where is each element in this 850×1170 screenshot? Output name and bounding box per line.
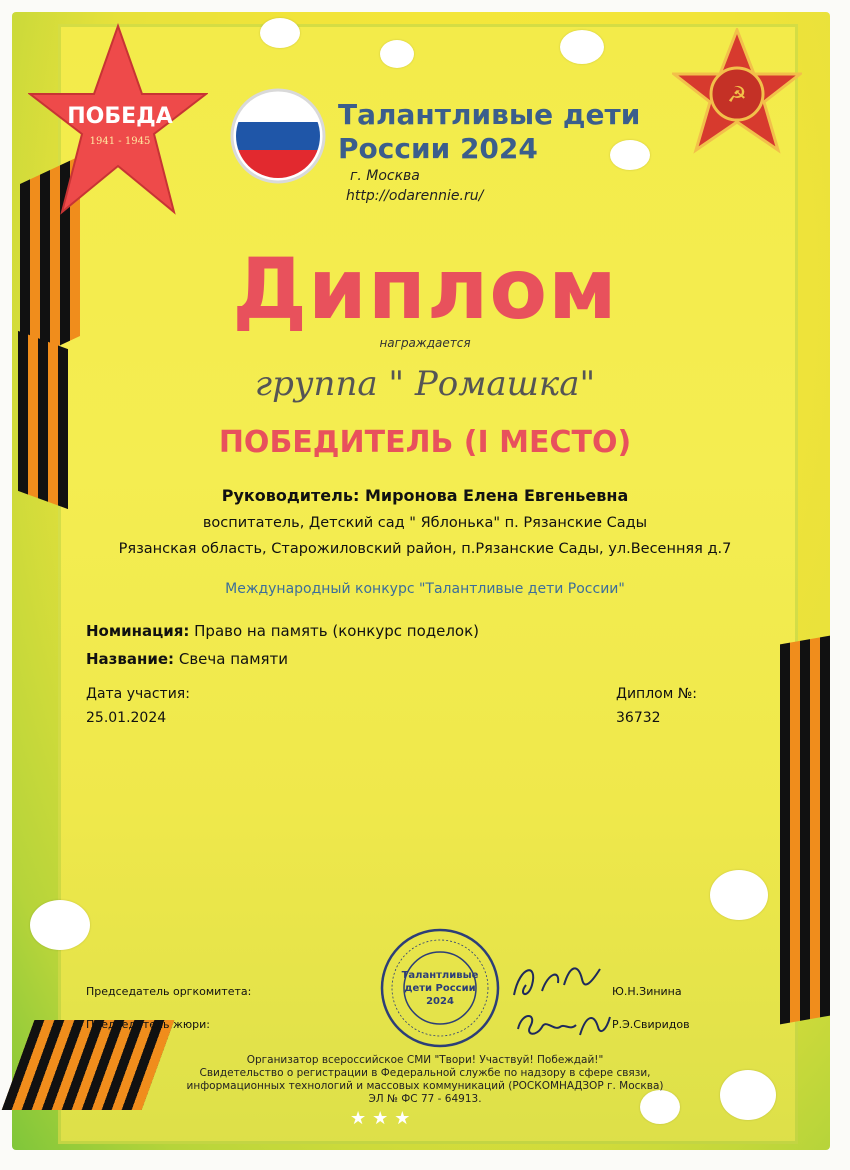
jury-chair-label: Председатель жюри: xyxy=(86,1018,210,1031)
leader-address: Рязанская область, Старожиловский район, п.Рязанские Сады, ул.Весенняя д.7 xyxy=(118,541,732,557)
org-chair-label: Председатель оргкомитета: xyxy=(86,985,252,998)
st-george-ribbon-left-mid xyxy=(18,331,68,509)
work-name-label: Название: xyxy=(86,650,175,668)
signature-jury-chair xyxy=(514,1005,614,1045)
blossom-decoration xyxy=(610,140,650,170)
awarded-label: награждается xyxy=(379,336,471,350)
decorative-stars: ★★★ xyxy=(350,1108,417,1129)
footer-line3: информационных технологий и массовых коммуникаций (РОСКОМНАДЗОР г. Москва) xyxy=(186,1080,664,1092)
order-star-icon xyxy=(672,28,802,158)
leader-position: воспитатель, Детский сад " Яблонька" п. Рязанские Сады xyxy=(202,515,648,531)
leader-name: Миронова Елена Евгеньевна xyxy=(364,486,629,505)
recipient-name: группа " Ромашка" xyxy=(254,364,596,404)
leader-line xyxy=(0,486,850,505)
blossom-decoration xyxy=(260,18,300,48)
blossom-decoration xyxy=(560,30,604,64)
contest-name: Международный конкурс "Талантливые дети России" xyxy=(225,581,625,597)
diploma-number-value: 36732 xyxy=(616,710,661,726)
org-title-line2: России 2024 xyxy=(338,132,538,165)
signature-org-chair xyxy=(508,955,608,1005)
footer-line1: Организатор всероссийское СМИ "Твори! Участвуй! Побеждай!" xyxy=(246,1054,604,1066)
victory-word: ПОБЕДА xyxy=(67,104,173,129)
place-title: ПОБЕДИТЕЛЬ (I МЕСТО) xyxy=(218,425,632,460)
nomination-line xyxy=(86,622,479,640)
leader-label: Руководитель: xyxy=(221,486,360,505)
stamp-line3: 2024 xyxy=(426,996,454,1007)
footer-line2: Свидетельство о регистрации в Федеральной службе по надзору в сфере связи, xyxy=(199,1067,651,1079)
russia-flag-icon xyxy=(230,88,326,184)
work-name-value: Свеча памяти xyxy=(178,650,289,668)
blossom-decoration xyxy=(30,900,90,950)
diploma-title: Диплом xyxy=(232,240,618,338)
blossom-decoration xyxy=(380,40,414,68)
blossom-decoration xyxy=(710,870,768,920)
org-city: г. Москва xyxy=(350,168,420,184)
org-chair-name: Ю.Н.Зинина xyxy=(612,985,682,998)
st-george-ribbon-right xyxy=(780,636,830,1025)
org-title-line1: Талантливые дети xyxy=(338,98,641,131)
nomination-value: Право на память (конкурс поделок) xyxy=(194,622,480,640)
jury-chair-name: Р.Э.Свиридов xyxy=(612,1018,690,1031)
date-value: 25.01.2024 xyxy=(86,710,167,726)
date-label: Дата участия: xyxy=(86,686,190,702)
nomination-label: Номинация: xyxy=(86,622,190,640)
org-url[interactable]: http://odarennie.ru/ xyxy=(346,188,484,204)
footer-line4: ЭЛ № ФС 77 - 64913. xyxy=(368,1093,482,1105)
stamp-line1: Талантливые xyxy=(401,970,479,981)
work-name-line xyxy=(86,650,288,668)
diploma-number-label: Диплом №: xyxy=(616,686,697,702)
svg-text:☭: ☭ xyxy=(727,83,747,108)
stamp-line2: дети России xyxy=(404,983,476,994)
victory-years: 1941 - 1945 xyxy=(89,136,151,147)
